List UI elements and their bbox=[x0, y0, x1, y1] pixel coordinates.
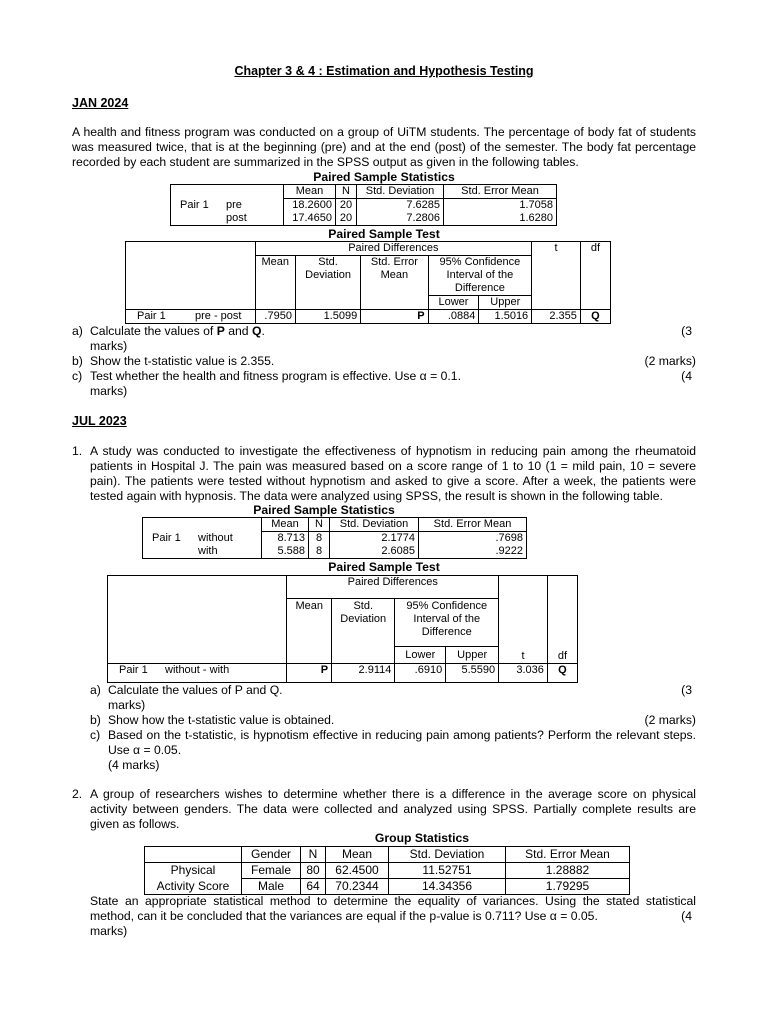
group-stats-caption: Group Statistics bbox=[374, 831, 470, 845]
question-marks: (2 marks) bbox=[644, 354, 696, 368]
row-label bbox=[108, 664, 287, 683]
row-label-text: with bbox=[198, 545, 218, 557]
jan-test-table bbox=[125, 241, 611, 324]
column-header: Std. Deviation bbox=[330, 518, 419, 532]
question-letter: c) bbox=[90, 728, 101, 742]
question-marks: marks) bbox=[108, 698, 146, 712]
table-cell: 7.2806 bbox=[357, 212, 444, 226]
paired-differences-header: Paired Differences bbox=[255, 242, 532, 256]
table-cell: 70.2344 bbox=[326, 879, 389, 895]
column-header: t bbox=[532, 242, 581, 310]
paired-differences-header: Paired Differences bbox=[287, 576, 499, 599]
table-cell: Female bbox=[242, 863, 301, 879]
question-marks: (2 marks) bbox=[644, 713, 696, 727]
table-cell: .7698 bbox=[495, 532, 523, 544]
row-label-text: post bbox=[226, 212, 247, 224]
question-text: Show how the t-statistic value is obtained. bbox=[108, 713, 335, 727]
table-cell: 8.713 bbox=[262, 532, 309, 546]
jan-stats-caption: Paired Sample Statistics bbox=[313, 170, 455, 184]
pair-label: Pair 1 bbox=[137, 310, 166, 322]
table-cell: 8 bbox=[309, 532, 330, 546]
table-cell: 2.6085 bbox=[330, 545, 419, 559]
jan-intro-paragraph: A health and fitness program was conducted on a group of UiTM students. The percentage of body fat of students was measured twice, that is at the beginning (pre) and at the end (post) of the semester. The body fat percentage recorded by each student are summarized in the SPSS output as given in the following tables. bbox=[72, 125, 696, 169]
table-corner bbox=[171, 185, 284, 199]
question-text-part: Calculate the values of bbox=[90, 324, 217, 338]
question-text-part: . bbox=[261, 324, 265, 338]
table-cell: 7.6285 bbox=[357, 199, 444, 213]
question-letter: b) bbox=[72, 354, 83, 368]
table-cell: 1.6280 bbox=[519, 212, 553, 224]
jul-q2-question: State an appropriate statistical method to determine the equality of variances. Using the stated statistical method, can it be concluded that the variances are equal if the p-value is 0.711? Use α = 0.05. bbox=[90, 894, 696, 923]
table-cell: Q bbox=[591, 310, 600, 322]
table-corner bbox=[126, 242, 256, 310]
table-cell: 62.4500 bbox=[326, 863, 389, 879]
table-cell: .9222 bbox=[495, 545, 523, 557]
question-marks: (3 bbox=[681, 324, 692, 338]
table-cell: 1.7058 bbox=[519, 199, 553, 211]
question-marks: marks) bbox=[90, 924, 128, 938]
question-marks: (4 bbox=[681, 369, 692, 383]
table-corner bbox=[143, 518, 262, 532]
column-header: Lower bbox=[428, 296, 479, 310]
question-text bbox=[90, 324, 265, 338]
column-header: Std. Error Mean bbox=[506, 847, 630, 863]
section-heading-jan: JAN 2024 bbox=[72, 96, 129, 110]
question-text: Test whether the health and fitness program is effective. Use α = 0.1. bbox=[90, 369, 461, 383]
table-cell: 17.4650 bbox=[284, 212, 336, 226]
table-cell: 80 bbox=[301, 863, 326, 879]
row-label: Activity Score bbox=[145, 879, 242, 895]
column-header: N bbox=[301, 847, 326, 863]
column-header: df bbox=[580, 242, 610, 310]
row-label: Physical bbox=[145, 863, 242, 879]
column-header: df bbox=[547, 576, 577, 664]
column-header: N bbox=[336, 185, 357, 199]
pair-label: Pair 1 bbox=[152, 531, 181, 544]
jul-q2-paragraph: A group of researchers wishes to determine whether there is a difference in the average score on physical activity between genders. The data were collected and analyzed using SPSS. Partially complete results are given as follows. bbox=[90, 787, 696, 831]
table-cell: .6910 bbox=[395, 664, 446, 683]
table-cell: 2.355 bbox=[532, 310, 581, 324]
table-cell: 1.79295 bbox=[545, 879, 590, 893]
column-header: 95% Confidence Interval of the Difference bbox=[428, 256, 532, 296]
question-letter: c) bbox=[72, 369, 83, 383]
column-header: 95% Confidence Interval of the Difference bbox=[395, 599, 499, 647]
table-cell: 64 bbox=[301, 879, 326, 895]
question-marks: (4 bbox=[681, 909, 692, 923]
question-marks: (4 marks) bbox=[108, 758, 160, 772]
question-text: Show the t-statistic value is 2.355. bbox=[90, 354, 275, 368]
column-header: Std. Deviation bbox=[389, 847, 506, 863]
question-letter: a) bbox=[72, 324, 83, 338]
row-label-text: pre bbox=[226, 198, 242, 211]
table-cell: 2.9114 bbox=[332, 664, 395, 683]
jul-test-table bbox=[107, 575, 578, 683]
column-header: Gender bbox=[242, 847, 301, 863]
row-label bbox=[171, 199, 284, 213]
group-stats-table bbox=[144, 846, 630, 895]
question-bold-q: Q bbox=[251, 324, 262, 338]
column-header: Upper bbox=[479, 296, 532, 310]
question-letter: b) bbox=[90, 713, 101, 727]
column-header: Std. Error Mean bbox=[444, 185, 557, 199]
column-header: Std. Deviation bbox=[332, 599, 395, 664]
question-number: 1. bbox=[72, 444, 83, 458]
column-header: Std. Error Mean bbox=[419, 518, 527, 532]
question-number: 2. bbox=[72, 787, 83, 801]
table-cell: 18.2600 bbox=[284, 199, 336, 213]
column-header: t bbox=[499, 576, 548, 664]
question-marks: (3 bbox=[681, 683, 692, 697]
table-cell: Q bbox=[558, 664, 567, 676]
section-heading-jul: JUL 2023 bbox=[72, 414, 127, 428]
table-cell: .0884 bbox=[428, 310, 479, 324]
jan-stats-table bbox=[170, 184, 557, 226]
table-cell: 20 bbox=[336, 199, 357, 213]
jul-stats-table bbox=[142, 517, 527, 559]
question-bold-p: P bbox=[216, 324, 225, 338]
table-cell: 1.28882 bbox=[506, 863, 630, 879]
column-header: N bbox=[309, 518, 330, 532]
question-text: Based on the t-statistic, is hypnotism effective in reducing pain among patients? Perform the relevant steps. Use α = 0.05. bbox=[108, 728, 696, 757]
row-label bbox=[171, 212, 284, 226]
column-header: Std. Error Mean bbox=[361, 256, 428, 310]
column-header: Mean bbox=[255, 256, 295, 310]
table-cell: 1.5099 bbox=[295, 310, 360, 324]
table-cell: 2.1774 bbox=[330, 532, 419, 546]
table-cell: P bbox=[287, 664, 332, 683]
question-marks: marks) bbox=[90, 339, 128, 353]
row-label-text: pre - post bbox=[195, 310, 242, 322]
table-cell: 5.588 bbox=[262, 545, 309, 559]
pair-label: Pair 1 bbox=[180, 198, 209, 211]
column-header: Mean bbox=[262, 518, 309, 532]
table-cell: 14.34356 bbox=[389, 879, 506, 895]
row-label bbox=[143, 532, 262, 546]
row-label bbox=[126, 310, 256, 324]
question-letter: a) bbox=[90, 683, 101, 697]
table-cell: 11.52751 bbox=[389, 863, 506, 879]
column-header: Upper bbox=[446, 647, 499, 664]
table-cell: Male bbox=[242, 879, 301, 895]
question-marks: marks) bbox=[90, 384, 128, 398]
row-label bbox=[143, 545, 262, 559]
page-title: Chapter 3 & 4 : Estimation and Hypothesis Testing bbox=[234, 64, 534, 78]
table-cell: P bbox=[361, 310, 428, 324]
question-text: Calculate the values of P and Q. bbox=[108, 683, 283, 697]
jan-test-caption: Paired Sample Test bbox=[328, 227, 440, 241]
table-cell: 5.5590 bbox=[446, 664, 499, 683]
jul-test-caption: Paired Sample Test bbox=[328, 560, 440, 574]
table-corner bbox=[145, 847, 242, 863]
column-header: Std. Deviation bbox=[295, 256, 360, 310]
question-text-part: and bbox=[224, 324, 252, 338]
pair-label: Pair 1 bbox=[119, 664, 148, 676]
column-header: Mean bbox=[287, 599, 332, 664]
table-cell: 3.036 bbox=[499, 664, 548, 683]
table-cell: 1.5016 bbox=[479, 310, 532, 324]
column-header: Std. Deviation bbox=[357, 185, 444, 199]
row-label-text: without - with bbox=[165, 664, 230, 676]
table-cell: 20 bbox=[336, 212, 357, 226]
jul-q1-paragraph: A study was conducted to investigate the effectiveness of hypnotism in reducing pain among the rheumatoid patients in Hospital J. The pain was measured based on a score range of 1 to 10 (1 = mild pain, 10 = severe pain). The patients were tested without hypnotism and asked to give a score. After a week, the patients were tested again with hypnosis. The data were analyzed using SPSS, the result is shown in the following table. bbox=[90, 444, 696, 503]
column-header: Lower bbox=[395, 647, 446, 664]
table-cell: 8 bbox=[309, 545, 330, 559]
jul-stats-caption: Paired Sample Statistics bbox=[253, 503, 395, 517]
column-header: Mean bbox=[284, 185, 336, 199]
table-cell: .7950 bbox=[255, 310, 295, 324]
table-corner bbox=[108, 576, 287, 664]
row-label-text: without bbox=[198, 531, 233, 544]
column-header: Mean bbox=[326, 847, 389, 863]
